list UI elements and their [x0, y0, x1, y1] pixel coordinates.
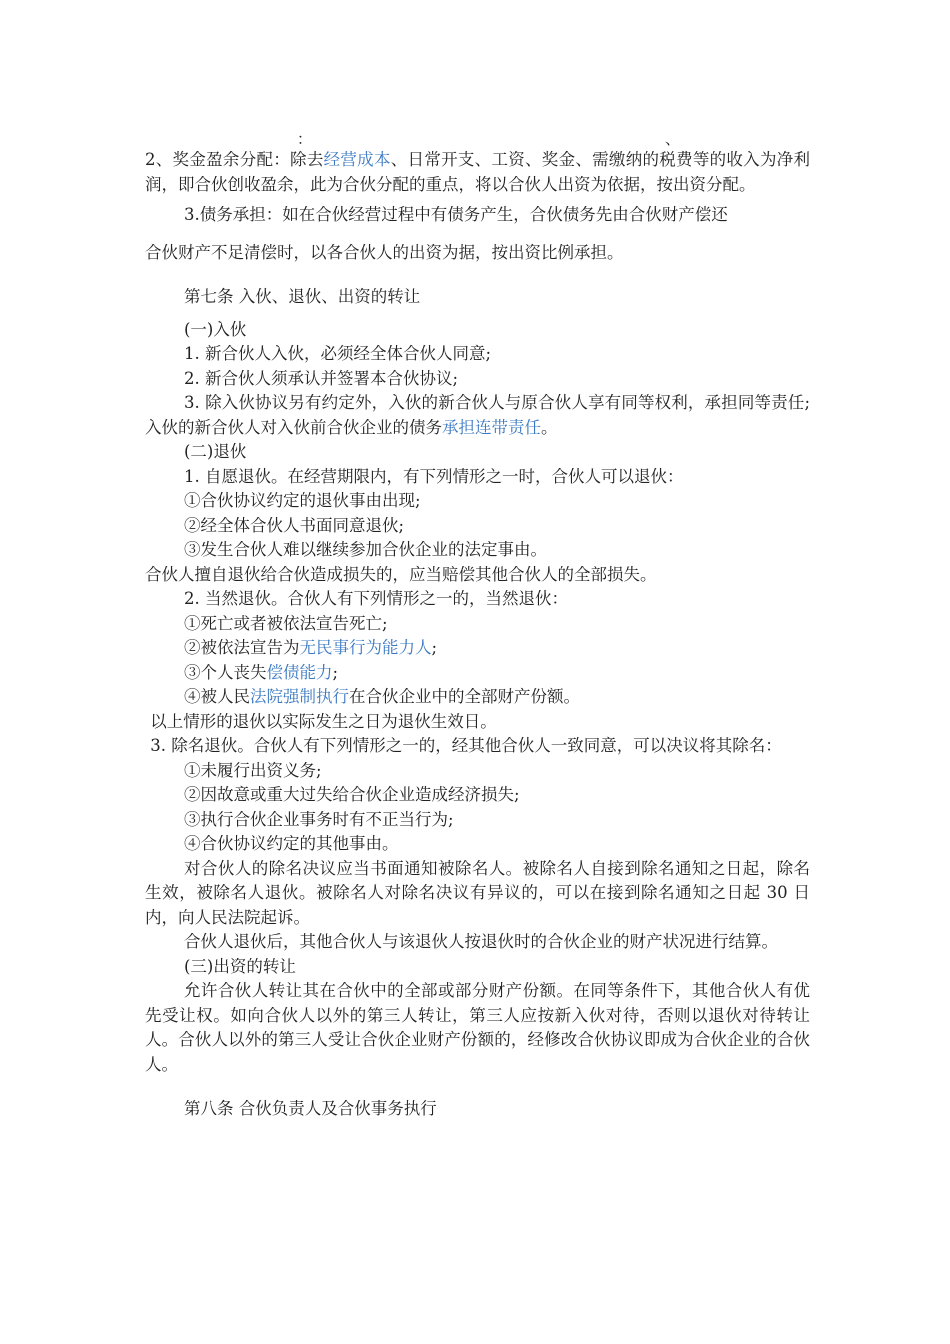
text-run: ; — [431, 638, 438, 657]
stray-colon: ： — [297, 130, 313, 148]
join-item-2: 2. 新合伙人须承认并签署本合伙协议; — [184, 368, 459, 388]
automatic-item-1: ①死亡或者被依法宣告死亡; — [184, 613, 388, 633]
text-run: ②被依法宣告为 — [184, 638, 300, 657]
link-debt-capacity[interactable]: 偿债能力 — [266, 662, 333, 682]
expulsion-item-1: ①未履行出资义务; — [184, 760, 322, 780]
link-joint-liability[interactable]: 承担连带责任 — [442, 417, 541, 437]
text-run: ; — [332, 662, 339, 682]
join-item-3 — [145, 391, 810, 440]
profit-distribution-paragraph — [145, 148, 810, 197]
text-run: 在合伙企业中的全部财产份额。 — [349, 687, 580, 706]
expulsion-item-4: ④合伙协议约定的其他事由。 — [184, 834, 399, 853]
link-operating-cost[interactable]: 经营成本 — [323, 150, 391, 169]
text-run: 。 — [541, 417, 558, 437]
settlement-paragraph: 合伙人退伙后，其他合伙人与该退伙人按退伙时的合伙企业的财产状况进行结算。 — [184, 932, 778, 951]
stray-marks-row — [145, 128, 810, 148]
text-run: ④被人民 — [184, 687, 250, 706]
section-join-heading: (一)入伙 — [184, 319, 247, 339]
join-item-1: 1. 新合伙人入伙，必须经全体合伙人同意; — [184, 344, 492, 363]
automatic-withdraw-title: 2. 当然退伙。合伙人有下列情形之一的，当然退伙： — [184, 589, 568, 608]
expulsion-item-3: ③执行合伙企业事务时有不正当行为; — [184, 809, 454, 829]
voluntary-item-2: ②经全体合伙人书面同意退伙; — [184, 515, 405, 535]
text-run: ③个人丧失 — [184, 662, 267, 682]
text-run: 、日常开支、工资、奖金、需缴纳的税费等的收入为净利润，即合伙创收盈余，此为合伙分配的重点，将以合伙人出资为依据，按出资分配。 — [145, 150, 811, 194]
section-withdraw-heading: (二)退伙 — [184, 442, 247, 461]
expulsion-note: 对合伙人的除名决议应当书面通知被除名人。被除名人自接到除名通知之日起，除名生效，被除名人退伙。被除名人对除名决议有异议的，可以在接到除名通知之日起 30 日内，向人民法院起诉。 — [145, 858, 810, 927]
stray-comma: 、 — [665, 130, 681, 148]
document-page — [145, 128, 810, 1122]
voluntary-note: 合伙人擅自退伙给合伙造成损失的，应当赔偿其他合伙人的全部损失。 — [145, 564, 657, 584]
link-no-civil-capacity[interactable]: 无民事行为能力人 — [299, 638, 432, 657]
debt-paragraph-line1: 3.债务承担：如在合伙经营过程中有债务产生，合伙债务先由合伙财产偿还 — [184, 205, 728, 224]
expulsion-item-2: ②因故意或重大过失给合伙企业造成经济损失; — [184, 785, 520, 804]
voluntary-withdraw-title: 1. 自愿退伙。在经营期限内，有下列情形之一时，合伙人可以退伙： — [184, 466, 684, 486]
voluntary-item-3: ③发生合伙人难以继续参加合伙企业的法定事由。 — [184, 540, 547, 559]
article-8-title: 第八条 合伙负责人及合伙事务执行 — [184, 1099, 437, 1118]
automatic-item-4 — [145, 685, 810, 710]
debt-paragraph-line2: 合伙财产不足清偿时，以各合伙人的出资为据，按出资比例承担。 — [145, 242, 624, 262]
text-run: 2、奖金盈余分配：除去 — [145, 150, 324, 169]
voluntary-item-1: ①合伙协议约定的退伙事由出现; — [184, 491, 421, 510]
link-court-enforcement[interactable]: 法院强制执行 — [250, 687, 349, 706]
text-run: 3. 除入伙协议另有约定外，入伙的新合伙人与原合伙人享有同等权利，承担同等责任;入伙的新合伙人对入伙前合伙企业的债务 — [145, 393, 810, 437]
transfer-body: 允许合伙人转让其在合伙中的全部或部分财产份额。在同等条件下，其他合伙人有优先受让权。如向合伙人以外的第三人转让，第三人应按新入伙对待，否则以退伙对待转让人。合伙人以外的第三人受让合伙企业财产份额的，经修改合伙协议即成为合伙企业的合伙人。 — [145, 981, 810, 1074]
automatic-item-3 — [145, 661, 810, 686]
expulsion-title: 3. 除名退伙。合伙人有下列情形之一的，经其他合伙人一致同意，可以决议将其除名： — [145, 736, 782, 755]
automatic-item-2 — [145, 636, 810, 661]
article-7-title: 第七条 入伙、退伙、出资的转让 — [184, 287, 421, 306]
section-transfer-heading: (三)出资的转让 — [184, 956, 296, 976]
automatic-note: 以上情形的退伙以实际发生之日为退伙生效日。 — [145, 711, 497, 731]
